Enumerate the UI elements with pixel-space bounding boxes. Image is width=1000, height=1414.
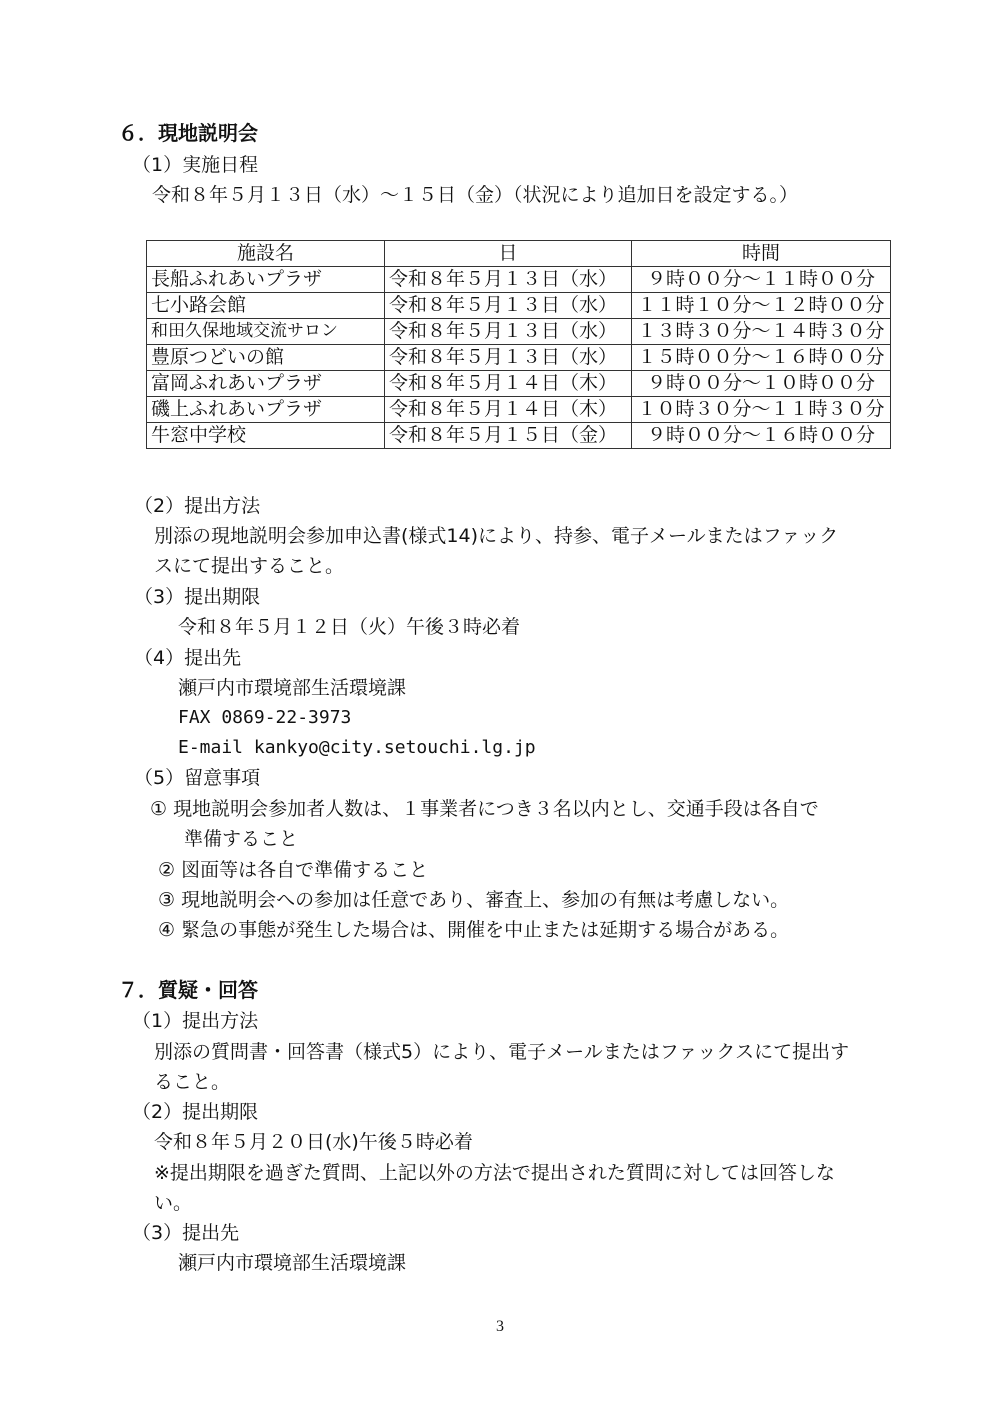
header-time: 時間 [632,241,891,267]
note-item-3: ③ 現地説明会への参加は任意であり、審査上、参加の有無は考慮しない。 [158,889,790,911]
page-number: 3 [496,1318,504,1335]
table-row [147,397,891,423]
time-cell: １３時３０分～１４時３０分 [632,319,891,345]
note-item-1: ① 現地説明会参加者人数は、１事業者につき３名以内とし、交通手段は各自で [150,798,819,820]
schedule-table [146,240,891,449]
deadline-text: 令和８年５月１２日（火）午後３時必着 [178,616,521,638]
note-item-4: ④ 緊急の事態が発生した場合は、開催を中止または延期する場合がある。 [158,919,790,941]
table-header-row [147,241,891,267]
qa-deadline-text: 令和８年５月２０日(水)午後５時必着 [154,1131,473,1153]
submission-method-text-cont: スにて提出すること。 [154,555,345,577]
table-row [147,267,891,293]
date-cell: 令和８年５月１４日（木） [385,371,632,397]
section-6-heading: ６．現地説明会 [118,121,258,145]
time-cell: １０時３０分～１１時３０分 [632,397,891,423]
facility-cell: 和田久保地域交流サロン [147,319,385,345]
qa-deadline-label: （2）提出期限 [132,1101,259,1123]
submission-method-label: （2）提出方法 [134,495,261,517]
date-cell: 令和８年５月１４日（木） [385,397,632,423]
destination-label: （4）提出先 [134,647,242,669]
date-cell: 令和８年５月１５日（金） [385,423,632,449]
time-cell: ９時００分～１１時００分 [632,267,891,293]
deadline-label: （3）提出期限 [134,586,261,608]
qa-method-text-cont: ること。 [154,1071,231,1093]
time-cell: ９時００分～１０時００分 [632,371,891,397]
table-row [147,423,891,449]
facility-cell: 豊原つどいの館 [147,345,385,371]
date-cell: 令和８年５月１３日（水） [385,267,632,293]
qa-method-label: （1）提出方法 [132,1010,259,1032]
date-cell: 令和８年５月１３日（水） [385,293,632,319]
qa-method-text: 別添の質問書・回答書（様式5）により、電子メールまたはファックスにて提出す [154,1041,850,1063]
note-item-2: ② 図面等は各自で準備すること [158,859,429,881]
table-row [147,319,891,345]
qa-note-cont: い。 [154,1192,193,1214]
facility-cell: 富岡ふれあいプラザ [147,371,385,397]
destination-email: E-mail kankyo@city.setouchi.lg.jp [178,737,536,758]
submission-method-text: 別添の現地説明会参加申込書(様式14)により、持参、電子メールまたはファック [154,525,839,547]
qa-destination-label: （3）提出先 [132,1222,240,1244]
header-date: 日 [385,241,632,267]
date-cell: 令和８年５月１３日（水） [385,319,632,345]
table-row [147,293,891,319]
note-item-1-cont: 準備すること [184,828,299,850]
table-row [147,371,891,397]
header-facility: 施設名 [147,241,385,267]
destination-org: 瀬戸内市環境部生活環境課 [178,677,407,699]
facility-cell: 七小路会館 [147,293,385,319]
facility-cell: 長船ふれあいプラザ [147,267,385,293]
qa-destination-org: 瀬戸内市環境部生活環境課 [178,1252,407,1274]
destination-fax: FAX 0869-22-3973 [178,707,352,728]
qa-note: ※提出期限を過ぎた質問、上記以外の方法で提出された質問に対しては回答しな [154,1162,835,1184]
section-7-heading: ７．質疑・回答 [118,978,258,1002]
table-row [147,345,891,371]
notes-label: （5）留意事項 [134,767,261,789]
time-cell: １５時００分～１６時００分 [632,345,891,371]
facility-cell: 磯上ふれあいプラザ [147,397,385,423]
time-cell: １１時１０分～１２時００分 [632,293,891,319]
facility-cell: 牛窓中学校 [147,423,385,449]
time-cell: ９時００分～１６時００分 [632,423,891,449]
schedule-label: （1）実施日程 [132,154,259,176]
date-cell: 令和８年５月１３日（水） [385,345,632,371]
schedule-text: 令和８年５月１３日（水）～１５日（金）（状況により追加日を設定する。） [152,184,799,206]
